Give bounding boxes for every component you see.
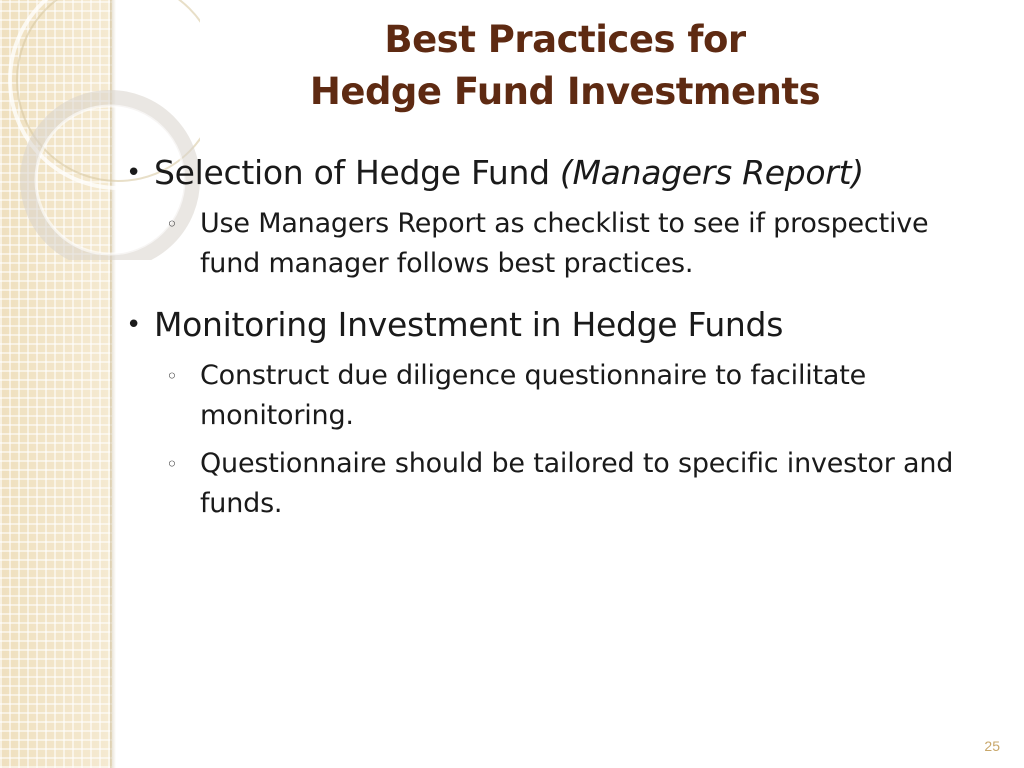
subbullet-glyph: ◦ [166, 364, 178, 388]
subbullet-questionnaire-tailored [118, 444, 990, 524]
bullet-glyph: • [126, 310, 142, 340]
subbullet-text: Questionnaire should be tailored to specific investor and funds. [200, 448, 954, 519]
bullet-text: Monitoring Investment in Hedge Funds [154, 305, 784, 344]
subbullet-managers-report [118, 204, 990, 284]
bullet-text: Selection of Hedge Fund [154, 153, 560, 192]
subbullet-glyph: ◦ [166, 452, 178, 476]
subbullet-text: Construct due diligence questionnaire to facilitate monitoring. [200, 360, 867, 431]
title-line-1: Best Practices for [384, 18, 746, 61]
bullet-glyph: • [126, 158, 142, 188]
title-line-2: Hedge Fund Investments [309, 70, 821, 113]
slide-body [118, 150, 998, 524]
bullet-selection [118, 150, 998, 196]
page-number: 25 [984, 738, 1000, 754]
subbullet-questionnaire-construct [118, 356, 990, 436]
subbullet-glyph: ◦ [166, 212, 178, 236]
bullet-monitoring [118, 302, 998, 348]
subbullet-text: Use Managers Report as checklist to see if prospective fund manager follows best practices. [200, 208, 929, 279]
slide-title [220, 14, 910, 118]
bullet-emphasis: (Managers Report) [559, 153, 864, 192]
